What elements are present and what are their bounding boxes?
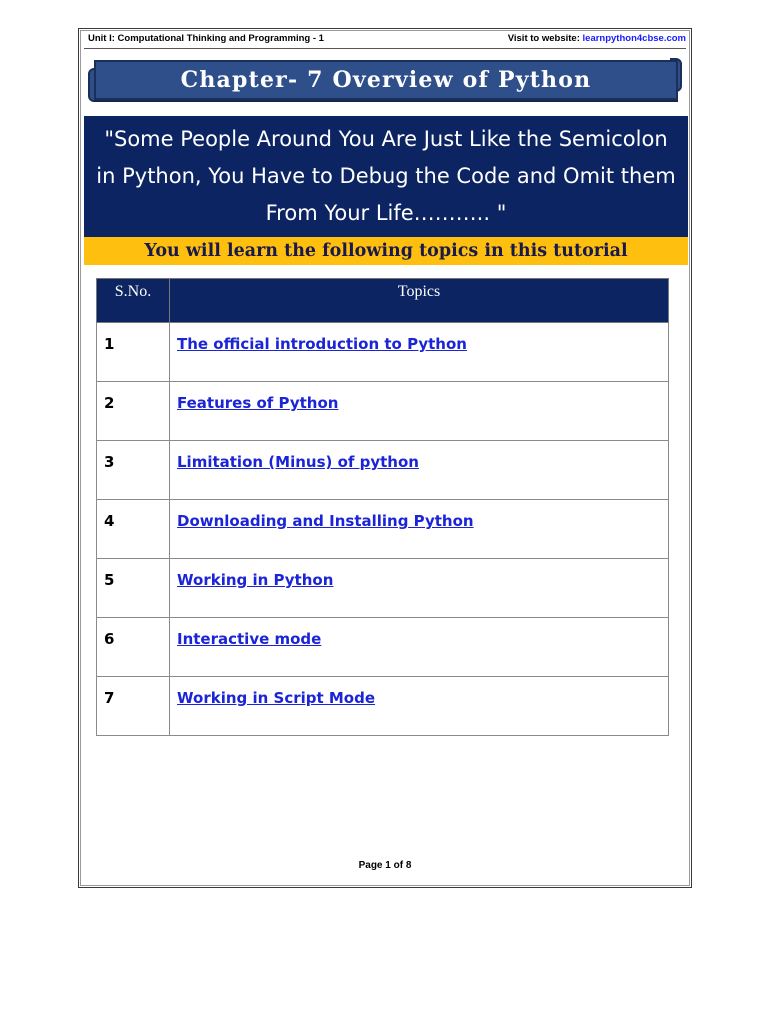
page-header bbox=[88, 33, 686, 47]
table-row bbox=[97, 323, 669, 382]
topics-intro-bar bbox=[84, 237, 688, 265]
quote-box bbox=[84, 116, 688, 237]
topic-link[interactable]: Downloading and Installing Python bbox=[177, 512, 474, 530]
table-row bbox=[97, 559, 669, 618]
header-unit-title: Unit I: Computational Thinking and Programming - 1 bbox=[88, 33, 324, 44]
column-header-sno: S.No. bbox=[97, 279, 170, 323]
row-number: 5 bbox=[97, 559, 170, 618]
topic-cell bbox=[170, 677, 669, 736]
table-row bbox=[97, 500, 669, 559]
table-row bbox=[97, 441, 669, 500]
topic-link[interactable]: Working in Script Mode bbox=[177, 689, 376, 707]
row-number: 2 bbox=[97, 382, 170, 441]
page-number: Page 1 of 8 bbox=[358, 860, 412, 871]
quote-text: "Some People Around You Are Just Like the Semicolon in Python, You Have to Debug the Code and Omit them From Your Life……….. " bbox=[96, 127, 676, 225]
topic-link[interactable]: Features of Python bbox=[177, 394, 339, 412]
header-website-link[interactable]: learnpython4cbse.com bbox=[582, 33, 686, 44]
table-row bbox=[97, 618, 669, 677]
topic-cell bbox=[170, 500, 669, 559]
header-website-label: Visit to website: bbox=[507, 33, 583, 44]
topic-cell bbox=[170, 382, 669, 441]
row-number: 7 bbox=[97, 677, 170, 736]
header-website bbox=[508, 33, 686, 44]
chapter-banner bbox=[88, 58, 682, 104]
row-number: 6 bbox=[97, 618, 170, 677]
banner-body bbox=[94, 60, 678, 100]
topic-cell bbox=[170, 323, 669, 382]
topic-cell bbox=[170, 618, 669, 677]
header-divider bbox=[84, 48, 686, 49]
row-number: 1 bbox=[97, 323, 170, 382]
table-header-row bbox=[97, 279, 669, 323]
topic-link[interactable]: Interactive mode bbox=[177, 630, 322, 648]
topics-intro-text: You will learn the following topics in this tutorial bbox=[144, 241, 628, 261]
column-header-topics: Topics bbox=[170, 279, 669, 323]
chapter-title: Chapter- 7 Overview of Python bbox=[180, 67, 592, 93]
topic-link[interactable]: Working in Python bbox=[177, 571, 334, 589]
row-number: 3 bbox=[97, 441, 170, 500]
topic-link[interactable]: The official introduction to Python bbox=[177, 335, 467, 353]
row-number: 4 bbox=[97, 500, 170, 559]
topic-cell bbox=[170, 559, 669, 618]
table-row bbox=[97, 677, 669, 736]
topic-cell bbox=[170, 441, 669, 500]
topics-table bbox=[96, 278, 669, 736]
topic-link[interactable]: Limitation (Minus) of python bbox=[177, 453, 419, 471]
table-row bbox=[97, 382, 669, 441]
